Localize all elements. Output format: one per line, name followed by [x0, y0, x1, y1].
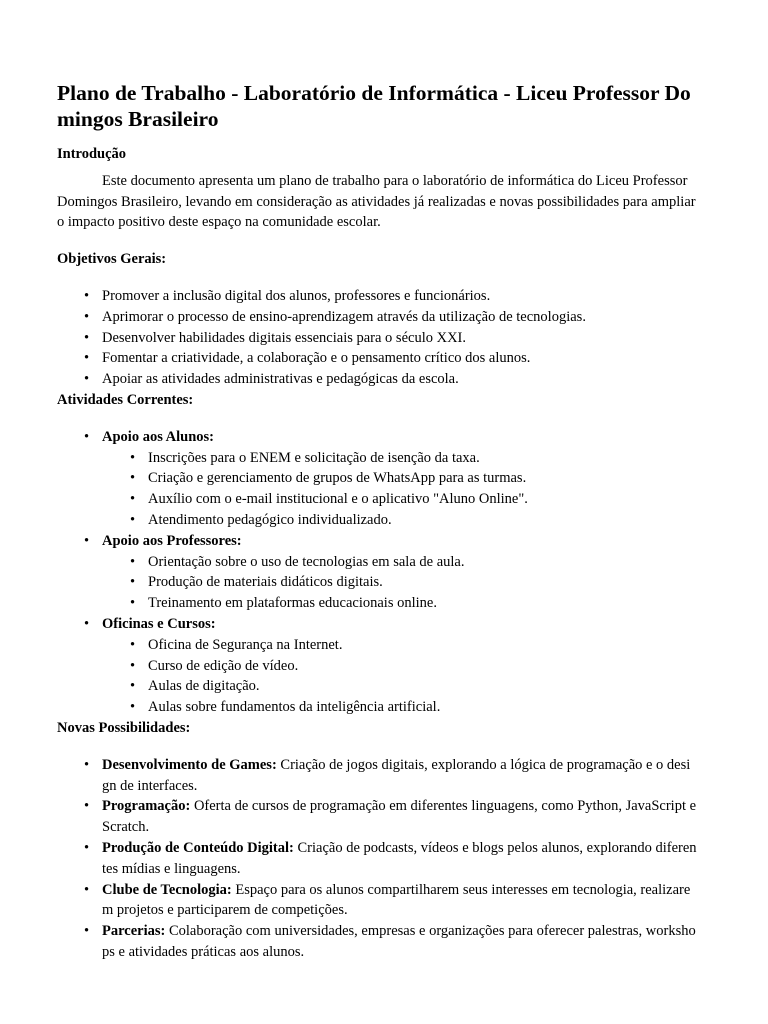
bullet-icon: • [84, 329, 90, 346]
bullet-icon: • [84, 308, 90, 325]
bullet-icon: • [130, 657, 136, 674]
list-item: • Produção de Conteúdo Digital: Criação de podcasts, vídeos e blogs pelos alunos, explorando diferentes mídias e linguagens. [84, 839, 697, 877]
atividades-list [57, 427, 697, 718]
list-item: • Desenvolver habilidades digitais essenciais para o século XXI. [102, 328, 697, 349]
list-item: • Atendimento pedagógico individualizado. [148, 510, 697, 531]
bullet-icon: • [130, 511, 136, 528]
nova-label: Clube de Tecnologia: [102, 881, 232, 898]
bullet-icon: • [84, 839, 90, 856]
document-title: Plano de Trabalho - Laboratório de Informática - Liceu Professor Domingos Brasileiro [57, 81, 691, 131]
sub-list [102, 448, 697, 531]
novas-heading: Novas Possibilidades: [57, 719, 191, 736]
objetivos-list [57, 286, 697, 390]
bullet-icon: • [130, 595, 136, 612]
list-item: • Inscrições para o ENEM e solicitação de isenção da taxa. [148, 448, 697, 469]
list-item: • Criação e gerenciamento de grupos de WhatsApp para as turmas. [148, 468, 697, 489]
document-page [57, 80, 697, 963]
nova-label: Desenvolvimento de Games: [102, 756, 277, 773]
nova-label: Parcerias: [102, 923, 166, 940]
bullet-icon: • [130, 678, 136, 695]
objetivos-heading: Objetivos Gerais: [57, 251, 167, 268]
novas-list [57, 755, 697, 963]
list-item: • Auxílio com o e-mail institucional e o aplicativo "Aluno Online". [148, 489, 697, 510]
bullet-icon: • [84, 881, 90, 898]
atividade-label: Apoio aos Alunos: [102, 428, 215, 445]
bullet-icon: • [84, 532, 90, 549]
list-item: • Fomentar a criatividade, a colaboração e o pensamento crítico dos alunos. [102, 348, 697, 369]
bullet-icon: • [84, 350, 90, 367]
bullet-icon: • [130, 574, 136, 591]
list-item: • Clube de Tecnologia: Espaço para os alunos compartilharem seus interesses em tecnologia, realizarem projetos e participarem de competições. [84, 881, 691, 919]
list-item: • Apoiar as atividades administrativas e pedagógicas da escola. [102, 369, 697, 390]
sub-list [102, 635, 697, 718]
intro-paragraph: Este documento apresenta um plano de trabalho para o laboratório de informática do Liceu Professor Domingos Brasileiro, levando em consideração as atividades já realizadas e novas possibilidades para ampliar o impacto positivo deste espaço na comunidade escolar. [57, 172, 696, 231]
bullet-icon: • [84, 798, 90, 815]
bullet-icon: • [130, 470, 136, 487]
list-item [84, 614, 697, 718]
list-item: • Programação: Oferta de cursos de programação em diferentes linguagens, como Python, JavaScript e Scratch. [84, 798, 697, 836]
bullet-icon: • [130, 449, 136, 466]
atividades-heading: Atividades Correntes: [57, 391, 194, 408]
list-item: • Promover a inclusão digital dos alunos, professores e funcionários. [102, 286, 697, 307]
list-item: • Curso de edição de vídeo. [148, 656, 697, 677]
list-item: • Orientação sobre o uso de tecnologias em sala de aula. [148, 552, 697, 573]
bullet-icon: • [130, 553, 136, 570]
bullet-icon: • [130, 699, 136, 716]
bullet-icon: • [84, 371, 90, 388]
atividade-label: Apoio aos Professores: [102, 532, 242, 549]
list-item: • Aprimorar o processo de ensino-aprendizagem através da utilização de tecnologias. [102, 307, 697, 328]
intro-heading: Introdução [57, 146, 127, 162]
list-item: • Treinamento em plataformas educacionais online. [148, 593, 697, 614]
list-item [84, 531, 697, 614]
bullet-icon: • [84, 615, 90, 632]
sub-list [102, 552, 697, 614]
bullet-icon: • [84, 428, 90, 445]
bullet-icon: • [84, 287, 90, 304]
list-item: • Produção de materiais didáticos digitais. [148, 572, 697, 593]
nova-label: Produção de Conteúdo Digital: [102, 839, 294, 856]
list-item: • Desenvolvimento de Games: Criação de jogos digitais, explorando a lógica de programação e o design de interfaces. [84, 756, 691, 794]
list-item [84, 427, 697, 531]
bullet-icon: • [84, 923, 90, 940]
nova-label: Programação: [102, 798, 191, 815]
list-item: • Oficina de Segurança na Internet. [148, 635, 697, 656]
bullet-icon: • [130, 491, 136, 508]
bullet-icon: • [130, 636, 136, 653]
bullet-icon: • [84, 756, 90, 773]
list-item: • Aulas sobre fundamentos da inteligência artificial. [148, 697, 697, 718]
atividade-label: Oficinas e Cursos: [102, 615, 216, 632]
list-item: • Parcerias: Colaboração com universidades, empresas e organizações para oferecer palestras, workshops e atividades práticas aos alunos. [84, 923, 696, 960]
list-item: • Aulas de digitação. [148, 676, 697, 697]
